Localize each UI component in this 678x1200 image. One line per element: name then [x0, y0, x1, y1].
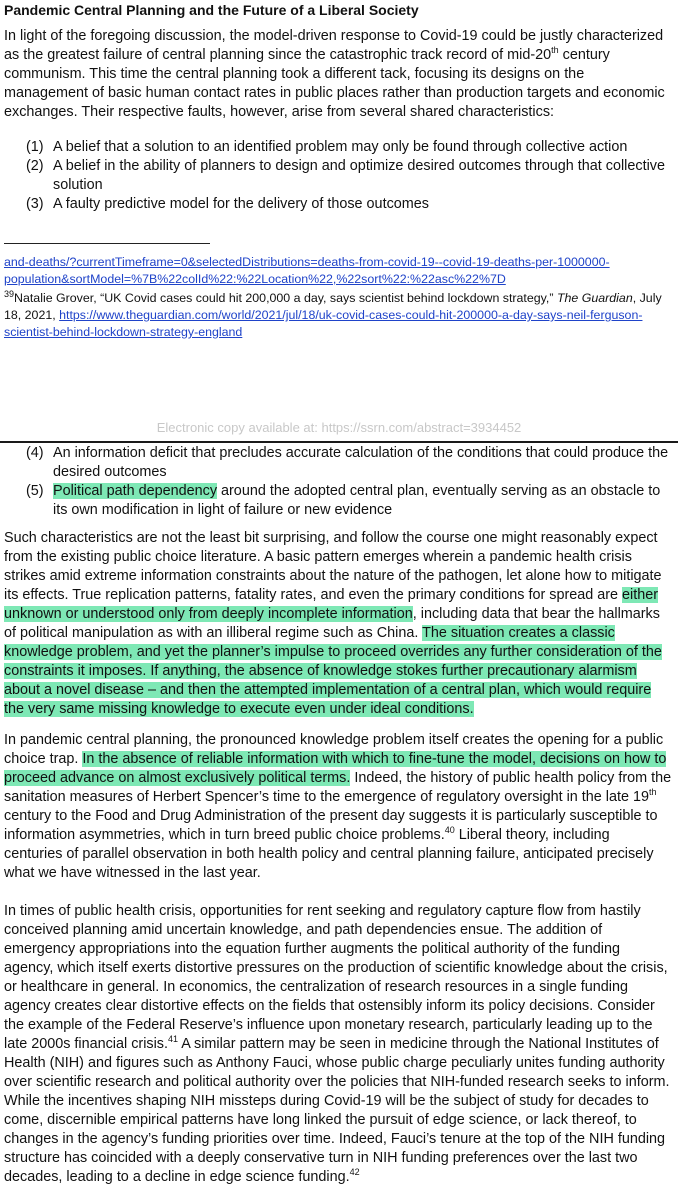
characteristics-list-2: [4, 444, 672, 520]
footnote-39: $^{39}$Natalie Grover, “UK Covid cases could hit 200,000 a day, says scientist behind lockdown strategy,” The Guardian, July 18, 2021, https://www.theguardian.com/world/2021/jul/18/uk-covid-cases-could-hit-200000-a-day-says-neil-ferguson-scientist-behind-lockdown-strategy-england: [4, 288, 662, 339]
page-1: [0, 0, 678, 443]
ssrn-watermark: Electronic copy available at: https://ssrn.com/abstract=3934452: [156, 420, 522, 435]
intro-paragraph: In light of the foregoing discussion, the model-driven response to Covid-19 could be justly characterized as the greatest failure of central planning since the catastrophic track record of mid-20th century communism. This time the central planning took a different tack, focusing its designs on the management of basic human contact rates in public places rather than production targets and economic exchanges. Their respective faults, however, arise from several shared characteristics:: [4, 28, 665, 120]
highlight: Political path dependency: [53, 483, 218, 499]
list-item: (4) An information deficit that precludes accurate calculation of the conditions that could produce the desired outcomes: [26, 445, 669, 480]
list-item: (3) A faulty predictive model for the delivery of those outcomes: [26, 196, 429, 212]
footnote-continuation: [4, 254, 672, 288]
paragraph-2: In pandemic central planning, the pronounced knowledge problem itself creates the opening for a public choice trap. In the absence of reliable information with which to fine-tune the model, decisions on how to proceed advance on almost exclusively political terms. Indeed, the history of public health policy from the sanitation measures of Herbert Spencer’s time to the emergence of regulatory oversight in the late 19th century to the Food and Drug Administration of the present day suggests it is particularly susceptible to information asymmetries, which in turn breed public choice problems.$^{40}$ Liberal theory, including centuries of parallel observation in both health policy and central planning failure, anticipated precisely what we have witnessed in the last year.: [4, 732, 672, 881]
characteristics-list-1: [4, 138, 672, 214]
list-item: (5) Political path dependency around the adopted central plan, eventually serving as an obstacle to its own modification in light of failure or new evidence: [26, 483, 661, 518]
page-2: [0, 443, 678, 1200]
footnote-link[interactable]: and-deaths/?currentTimeframe=0&selectedDistributions=deaths-from-covid-19--covid-19-deaths-per-1000000-population&sortModel=%7B%22colId%22:%22Location%22,%22sort%22:%22asc%22%7D: [4, 255, 610, 286]
highlight: The situation creates a classic knowledge problem, and yet the planner’s impulse to proceed overrides any further consideration of the constraints it imposes. If anything, the absence of knowledge stokes further precautionary alarmism about a novel disease – and then the attempted implementation of a central plan, which would require the very same missing knowledge to execute even under ideal conditions.: [4, 625, 662, 717]
footnote-39-link[interactable]: https://www.theguardian.com/world/2021/jul/18/uk-covid-cases-could-hit-200000-a-day-says-neil-ferguson-scientist-behind-lockdown-strategy-england: [4, 308, 643, 339]
list-item: (2) A belief in the ability of planners to design and optimize desired outcomes through that collective solution: [26, 158, 665, 193]
paragraph-3: In times of public health crisis, opportunities for rent seeking and regulatory capture flow from hastily conceived planning amid uncertain knowledge, and path dependencies ensue. The addition of emergency appropriations into the equation further augments the political authority of the funding agency, which itself exerts distortive pressures on the production of scientific knowledge about the crisis, or healthcare in general. In economics, the centralization of research resources in a single funding agency creates clear distortive effects on the fields that ostensibly inform its policy decisions. Consider the example of the Federal Reserve’s influence upon monetary research, particularly leading up to the late 2000s financial crisis.$^{41}$ A similar pattern may be seen in medicine through the National Institutes of Health (NIH) and figures such as Anthony Fauci, whose public charge peculiarly unites funding authority over scientific research and political authority over the policies that NIH-funded research seeks to inform. While the incentives shaping NIH missteps during Covid-19 will be the subject of study for decades to come, discernible empirical patterns have long linked the pursuit of edge science, or lack thereof, to changes in the agency’s funding priorities over time. Indeed, Fauci’s tenure at the top of the NIH funding structure has coincided with a deeply conservative turn in NIH funding preferences over the last two decades, leading to a decline in edge science funding.$^{42}$: [4, 903, 670, 1185]
footnote-divider: [4, 243, 210, 244]
list-item: (1) A belief that a solution to an identified problem may only be found through collective action: [26, 139, 628, 155]
highlight: In the absence of reliable information with which to fine-tune the model, decisions on how to proceed advance on almost exclusively political terms.: [4, 751, 667, 786]
paragraph-1: Such characteristics are not the least bit surprising, and follow the course one might reasonably expect from the existing public choice literature. A basic pattern emerges wherein a pandemic health crisis strikes amid extreme information constraints about the nature of the pathogen, let alone how to mitigate its effects. True replication patterns, fatality rates, and even the primary conditions for spread are either unknown or understood only from deeply incomplete information, including data that bear the hallmarks of political manipulation as with an illiberal regime such as China. The situation creates a classic knowledge problem, and yet the planner’s impulse to proceed overrides any further consideration of the constraints it imposes. If anything, the absence of knowledge stokes further precautionary alarmism about a novel disease – and then the attempted implementation of a central plan, which would require the very same missing knowledge to execute even under ideal conditions.: [4, 530, 662, 717]
highlight: either unknown or understood only from deeply incomplete information: [4, 587, 659, 622]
section-heading: Pandemic Central Planning and the Future of a Liberal Society: [4, 2, 419, 18]
